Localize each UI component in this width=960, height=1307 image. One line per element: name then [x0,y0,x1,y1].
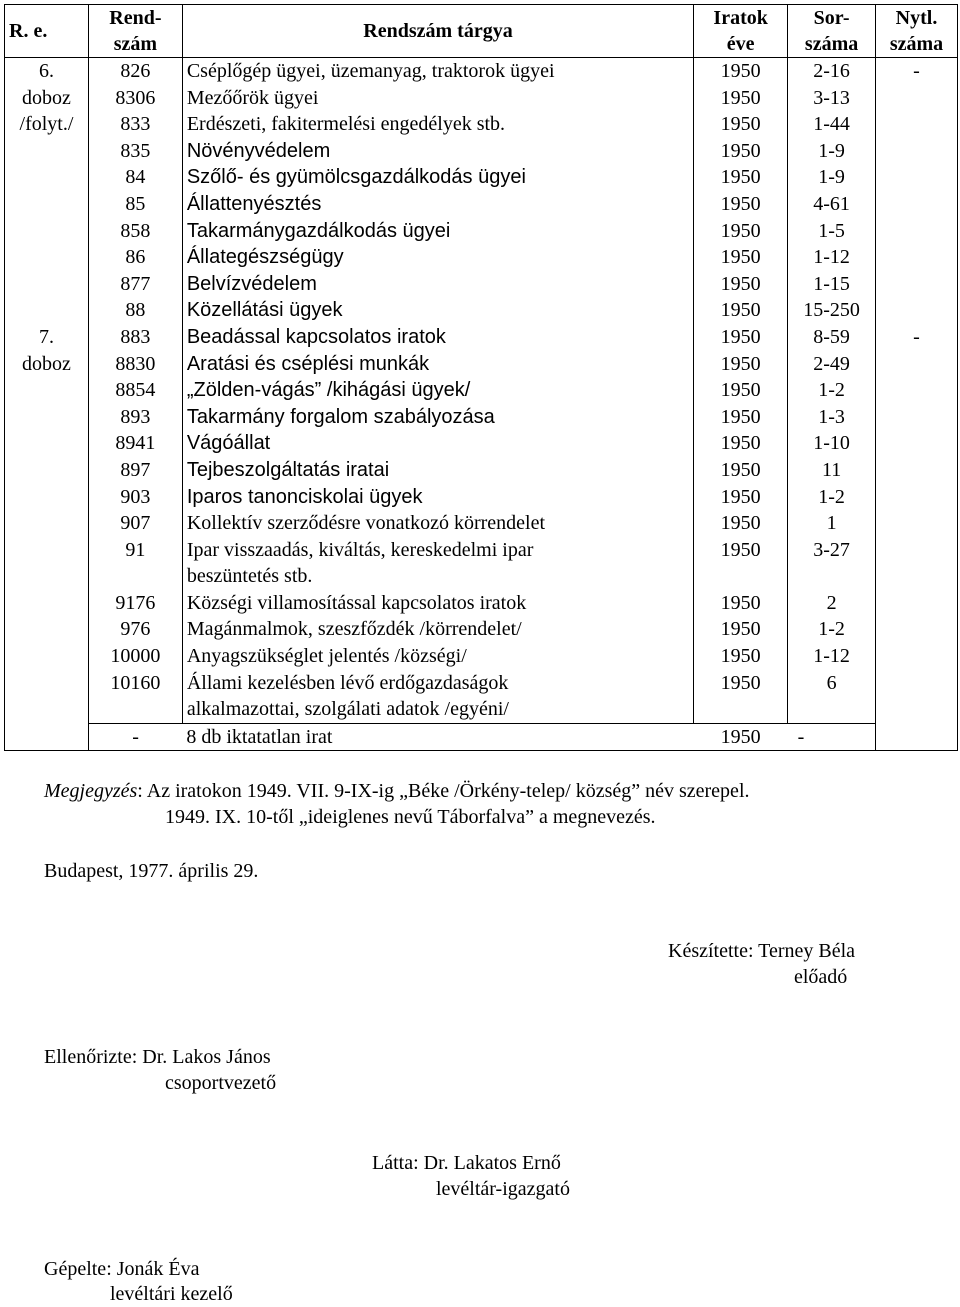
table-row [5,404,958,431]
targy-cell: Aratási és cséplési munkák [182,351,693,378]
table-row [5,377,958,404]
header-re: R. e. [5,5,89,58]
table-row [5,297,958,324]
table-row [5,590,958,617]
header-iratok-eve: Iratok éve [694,5,788,58]
ev-cell: 1950 [694,670,788,723]
sorszam-cell: 3-27 [788,537,876,590]
rendszam-cell: 826 [88,58,182,85]
targy-cell: Állategészségügy [182,244,693,271]
table-row [5,351,958,378]
rendszam-cell: 877 [88,271,182,298]
table-row [5,191,958,218]
targy-cell: Szőlő- és gyümölcsgazdálkodás ügyei [182,164,693,191]
rendszam-cell: 88 [88,297,182,324]
sorszam-cell: 1-5 [788,218,876,245]
prepared-by-title: előadó [794,966,848,988]
sorszam-cell: 1-2 [788,484,876,511]
ev-cell: 1950 [694,138,788,165]
ev-cell: 1950 [694,218,788,245]
sorszam-cell: 1-12 [788,244,876,271]
targy-cell: Vágóállat [182,430,693,457]
typed-by: Gépelte: Jonák Éva [44,1258,200,1280]
register-table [4,4,958,751]
rendszam-cell: 84 [88,164,182,191]
ev-cell: 1950 [694,324,788,351]
targy-cell: Állami kezelésben lévő erdőgazdaságok alkalmazottai, szolgálati adatok /egyéni/ [182,670,693,723]
targy-cell: Állattenyésztés [182,191,693,218]
nytl-cell: - [876,324,958,751]
targy-cell: Közellátási ügyek [182,297,693,324]
table-row [5,164,958,191]
sorszam-cell: 1-2 [788,377,876,404]
remark-line1: : Az iratokon 1949. VII. 9-IX-ig „Béke /Örkény-telep/ község” név szerepel. [137,780,750,802]
table-row [5,484,958,511]
seen-by-title: levéltár-igazgató [436,1178,570,1200]
table-row [5,670,958,723]
ev-cell: 1950 [694,351,788,378]
table-row [5,138,958,165]
sorszam-cell: 3-13 [788,85,876,112]
rendszam-cell: 10000 [88,643,182,670]
rendszam-cell: 833 [88,111,182,138]
ev-cell: 1950 [694,616,788,643]
targy-cell: Tejbeszolgáltatás iratai [182,457,693,484]
rendszam-cell: 835 [88,138,182,165]
rendszam-cell: 903 [88,484,182,511]
table-row-last [5,723,958,751]
checked-by-title: csoportvezető [165,1072,277,1094]
ev-cell: 1950 [694,484,788,511]
ev-cell: 1950 [694,191,788,218]
ev-cell: 1950 [694,111,788,138]
table-row [5,537,958,590]
table-row [5,58,958,85]
table-row [5,271,958,298]
checked-by: Ellenőrizte: Dr. Lakos János [44,1046,271,1068]
targy-cell: Erdészeti, fakitermelési engedélyek stb. [182,111,693,138]
sorszam-cell: 2-49 [788,351,876,378]
targy-cell: Községi villamosítással kapcsolatos iratok [182,590,693,617]
targy-cell: Takarmánygazdálkodás ügyei [182,218,693,245]
rendszam-cell: 858 [88,218,182,245]
rendszam-cell: 8941 [88,430,182,457]
table-row [5,324,958,351]
sorszam-cell: 1-9 [788,138,876,165]
table-row [5,643,958,670]
sorszam-cell: 6 [788,670,876,723]
targy-cell: 8 db iktatatlan irat [182,723,693,751]
table-header-row [5,5,958,58]
table-row [5,430,958,457]
ev-cell: 1950 [694,377,788,404]
sorszam-cell: 2 [788,590,876,617]
targy-cell: Takarmány forgalom szabályozása [182,404,693,431]
sorszam-cell: 1-44 [788,111,876,138]
box-label-7: 7. doboz [5,324,89,751]
targy-cell: Mezőőrök ügyei [182,85,693,112]
sorszam-cell: 15-250 [788,297,876,324]
table-row [5,616,958,643]
targy-cell: Cséplőgép ügyei, üzemanyag, traktorok ügyei [182,58,693,85]
typed-by-title: levéltári kezelő [110,1283,233,1305]
ev-cell: 1950 [694,271,788,298]
targy-cell: Magánmalmok, szeszfőzdék /körrendelet/ [182,616,693,643]
ev-cell: 1950 [694,430,788,457]
box-label-6: 6. doboz /folyt./ [5,58,89,324]
sorszam-cell: 1-15 [788,271,876,298]
ev-cell: 1950 [694,85,788,112]
ev-cell: 1950 [694,244,788,271]
sorszam-cell: 2-16 [788,58,876,85]
targy-cell: Beadással kapcsolatos iratok [182,324,693,351]
rendszam-cell: - [88,723,182,751]
place-date: Budapest, 1977. április 29. [44,860,259,882]
targy-cell: Belvízvédelem [182,271,693,298]
rendszam-cell: 893 [88,404,182,431]
ev-cell: 1950 [694,643,788,670]
targy-cell: Iparos tanonciskolai ügyek [182,484,693,511]
ev-cell: 1950 [694,723,788,751]
table-row [5,510,958,537]
sorszam-cell: 11 [788,457,876,484]
remark [44,778,750,804]
rendszam-cell: 897 [88,457,182,484]
ev-cell: 1950 [694,58,788,85]
ev-cell: 1950 [694,510,788,537]
table-row [5,85,958,112]
table-row [5,457,958,484]
sorszam-cell: 8-59 [788,324,876,351]
sorszam-cell: 1-10 [788,430,876,457]
sorszam-cell: 1-2 [788,616,876,643]
header-sorszama: Sor- száma [788,5,876,58]
rendszam-cell: 9176 [88,590,182,617]
rendszam-cell: 8306 [88,85,182,112]
rendszam-cell: 10160 [88,670,182,723]
sorszam-cell: 1-9 [788,164,876,191]
rendszam-cell: 907 [88,510,182,537]
header-nytl: Nytl. száma [876,5,958,58]
sorszam-cell: 1-3 [788,404,876,431]
rendszam-cell: 8854 [88,377,182,404]
ev-cell: 1950 [694,537,788,590]
rendszam-cell: 883 [88,324,182,351]
sorszam-cell: 4-61 [788,191,876,218]
rendszam-cell: 976 [88,616,182,643]
seen-by: Látta: Dr. Lakatos Ernő [372,1152,561,1174]
header-targya: Rendszám tárgya [182,5,693,58]
table-row [5,111,958,138]
ev-cell: 1950 [694,457,788,484]
ev-cell: 1950 [694,164,788,191]
targy-cell: Anyagszükséglet jelentés /községi/ [182,643,693,670]
targy-cell: „Zölden-vágás” /kihágási ügyek/ [182,377,693,404]
rendszam-cell: 8830 [88,351,182,378]
remark-line2: 1949. IX. 10-től „ideiglenes nevű Táborfalva” a megnevezés. [165,806,656,828]
ev-cell: 1950 [694,404,788,431]
sorszam-cell: - [788,723,876,751]
sorszam-cell: 1 [788,510,876,537]
ev-cell: 1950 [694,297,788,324]
table-row [5,218,958,245]
table-row [5,244,958,271]
remark-label: Megjegyzés [44,780,138,802]
nytl-cell: - [876,58,958,324]
rendszam-cell: 85 [88,191,182,218]
targy-cell: Kollektív szerződésre vonatkozó körrendelet [182,510,693,537]
rendszam-cell: 91 [88,537,182,590]
header-rendszam: Rend- szám [88,5,182,58]
prepared-by: Készítette: Terney Béla [668,940,856,962]
sorszam-cell: 1-12 [788,643,876,670]
targy-cell: Növényvédelem [182,138,693,165]
ev-cell: 1950 [694,590,788,617]
rendszam-cell: 86 [88,244,182,271]
targy-cell: Ipar visszaadás, kiváltás, kereskedelmi ipar beszüntetés stb. [182,537,693,590]
